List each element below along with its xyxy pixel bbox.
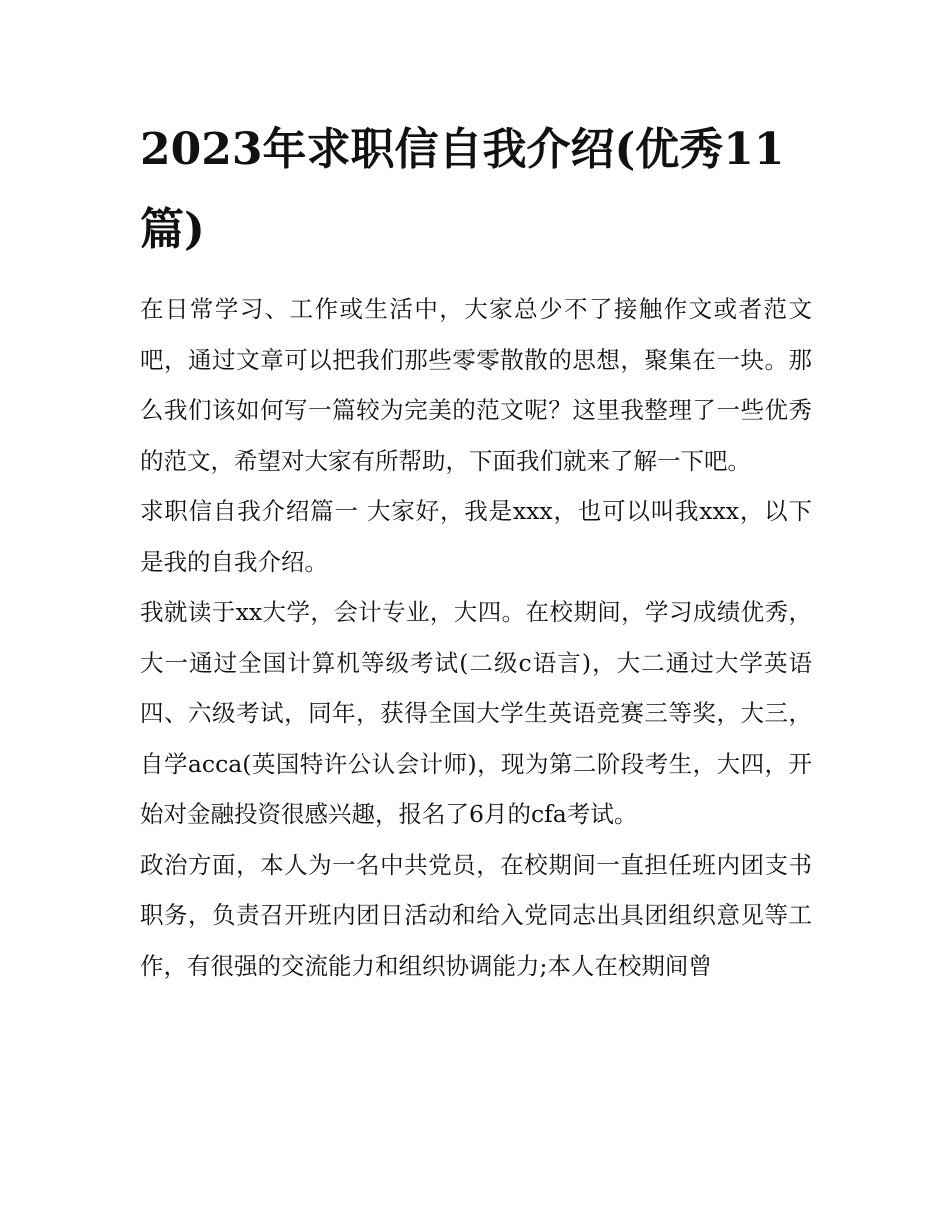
paragraph-intro: 在日常学习、工作或生活中，大家总少不了接触作文或者范文吧，通过文章可以把我们那些零零散散的思想，聚集在一块。那么我们该如何写一篇较为完美的范文呢？这里我整理了一些优秀的范文，希望对大家有所帮助，下面我们就来了解一下吧。: [140, 295, 812, 475]
document-body: [140, 110, 812, 991]
paragraph-self-intro-1: 求职信自我介绍篇一 大家好，我是xxx，也可以叫我xxx，以下是我的自我介绍。: [140, 497, 812, 576]
paragraph-education: 我就读于xx大学，会计专业，大四。在校期间，学习成绩优秀，大一通过全国计算机等级考试(二级c语言)，大二通过大学英语四、六级考试，同年，获得全国大学生英语竞赛三等奖，大三，自学acca(英国特许公认会计师)，现为第二阶段考生，大四，开始对金融投资很感兴趣，报名了6月的cfa考试。: [140, 598, 812, 828]
document-title: 2023年求职信自我介绍(优秀11篇): [140, 124, 785, 255]
paragraph-politics: 政治方面，本人为一名中共党员，在校期间一直担任班内团支书职务，负责召开班内团日活动和给入党同志出具团组织意见等工作，有很强的交流能力和组织协调能力;本人在校期间曾: [140, 850, 812, 980]
